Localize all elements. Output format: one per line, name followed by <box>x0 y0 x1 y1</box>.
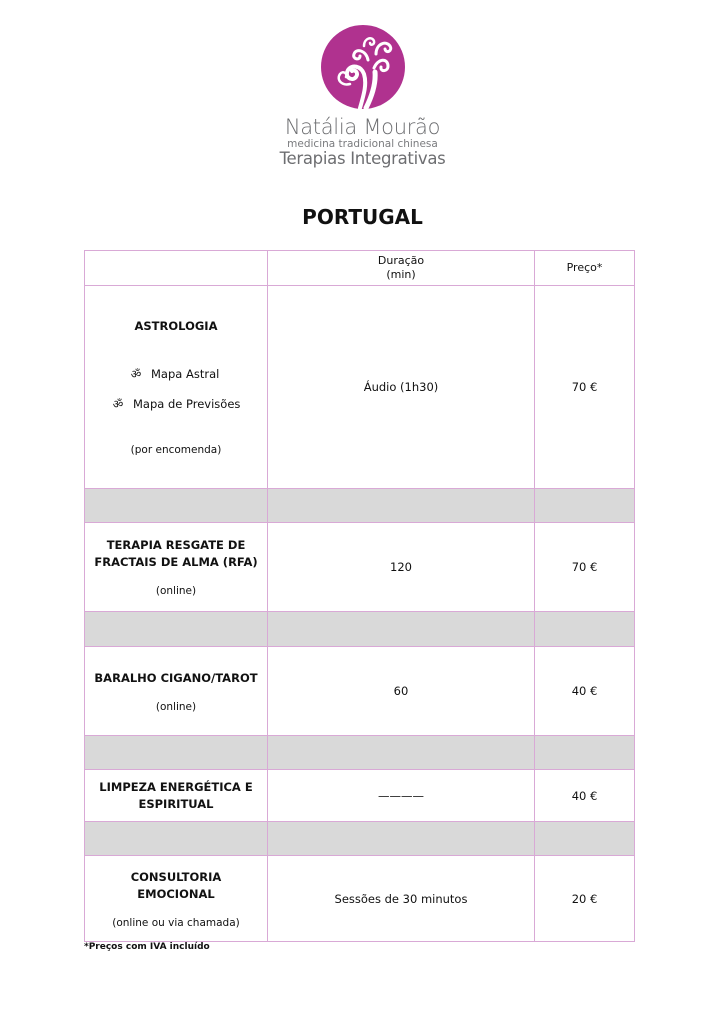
service-name: CONSULTORIA EMOCIONAL <box>130 869 222 901</box>
duration-cell: Áudio (1h30) <box>268 286 535 489</box>
price-cell: 70 € <box>535 523 635 612</box>
header-duration <box>268 251 535 286</box>
service-cell <box>85 856 268 942</box>
header-duration-line1: Duração <box>377 254 425 267</box>
service-item <box>91 367 261 382</box>
service-item-label: Mapa de Previsões <box>133 397 241 411</box>
table-row <box>85 856 635 942</box>
tree-spiral-logo-icon <box>320 24 406 110</box>
brand-subtitle: medicina tradicional chinesa <box>287 138 438 150</box>
gap-row <box>85 822 635 856</box>
table-row <box>85 523 635 612</box>
duration-cell: Sessões de 30 minutos <box>268 856 535 942</box>
service-item-label: Mapa Astral <box>151 367 220 381</box>
service-cell <box>85 286 268 489</box>
brand-tagline: Terapias Integrativas <box>279 149 446 168</box>
service-name-line2: FRACTAIS DE ALMA (RFA) <box>94 555 258 569</box>
table-header-row <box>85 251 635 286</box>
service-name-line1: TERAPIA RESGATE DE <box>106 538 246 552</box>
duration-cell: 60 <box>268 647 535 736</box>
table-row <box>85 770 635 822</box>
brand-name: Natália Mourão <box>284 115 441 139</box>
price-cell: 70 € <box>535 286 635 489</box>
price-cell: 40 € <box>535 770 635 822</box>
header-price: Preço* <box>535 251 635 286</box>
service-name: BARALHO CIGANO/TAROT <box>94 670 258 685</box>
om-symbol-icon: ॐ <box>130 367 142 381</box>
om-symbol-icon: ॐ <box>112 397 124 411</box>
service-cell <box>85 647 268 736</box>
service-cell <box>85 770 268 822</box>
price-cell: 20 € <box>535 856 635 942</box>
service-note: (online) <box>155 585 197 597</box>
service-note: (online ou via chamada) <box>112 916 240 929</box>
duration-cell: 120 <box>268 523 535 612</box>
gap-row <box>85 489 635 523</box>
service-name-line1: LIMPEZA ENERGÉTICA E <box>99 779 253 794</box>
gap-row <box>85 736 635 770</box>
price-cell: 40 € <box>535 647 635 736</box>
header-duration-line2: (min) <box>386 268 416 281</box>
table-row <box>85 647 635 736</box>
service-name: ASTROLOGIA <box>134 319 218 333</box>
service-note: (por encomenda) <box>130 444 222 456</box>
page-title: PORTUGAL <box>302 205 423 229</box>
service-note: (online) <box>155 700 197 713</box>
duration-cell: ———— <box>268 770 535 822</box>
header-service <box>85 251 268 286</box>
footnote: *Preços com IVA incluído <box>84 942 210 952</box>
service-item <box>91 397 261 412</box>
gap-row <box>85 612 635 647</box>
service-name-line2: ESPIRITUAL <box>138 796 214 811</box>
service-cell <box>85 523 268 612</box>
table-row <box>85 286 635 489</box>
price-table <box>84 250 635 942</box>
brand-logo <box>0 24 725 168</box>
